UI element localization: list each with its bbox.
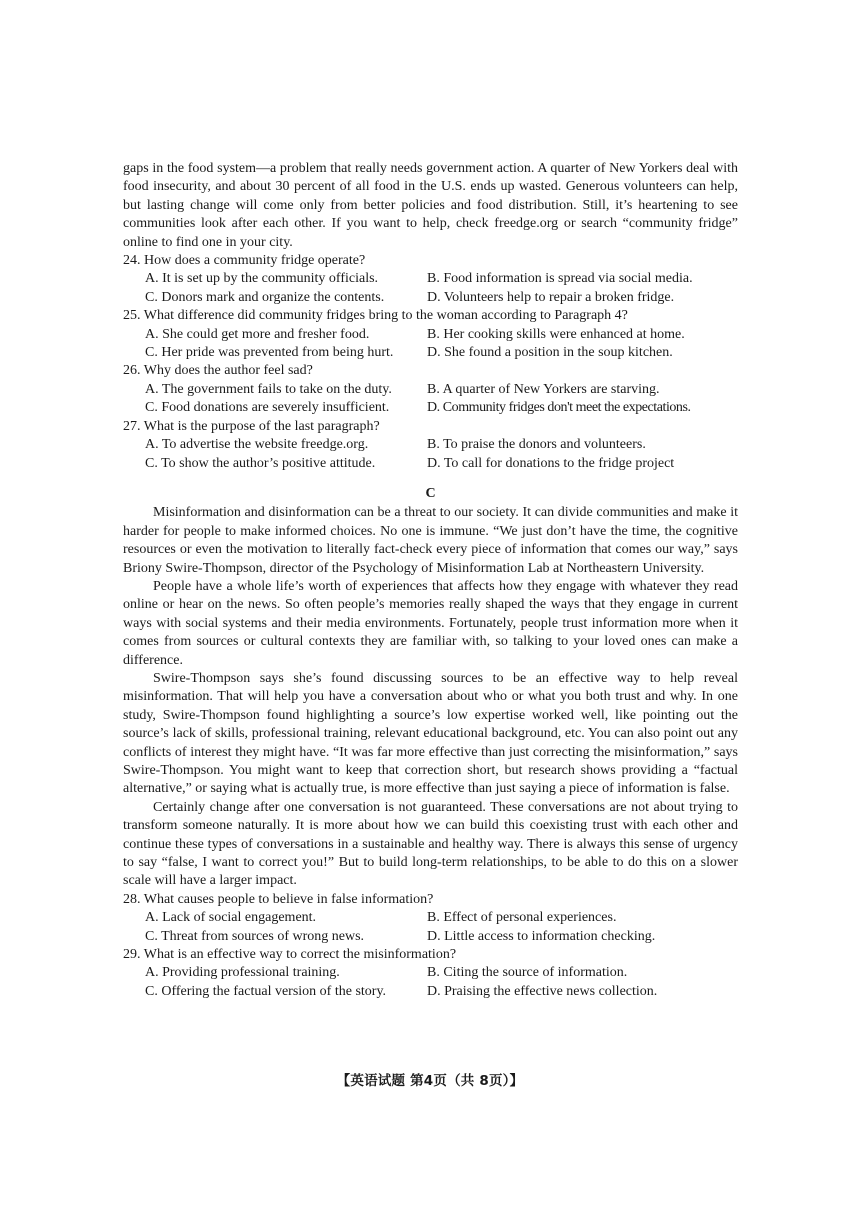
question-stem: 27. What is the purpose of the last paragraph?: [123, 418, 380, 434]
option-d: D. Little access to information checking.: [427, 928, 656, 944]
option-a: A. Providing professional training.: [145, 965, 340, 981]
question-26: [123, 362, 738, 417]
option-a: A. She could get more and fresher food.: [145, 326, 370, 342]
passage-b-final-paragraph: gaps in the food system—a problem that really needs government action. A quarter of New Yorkers deal with food insecurity, and about 30 percent of all food in the U.S. ends up wasted. Generous volunteers can help, but lasting change will come only from better policies and food distribution. Still, it’s heartening to see communities look after each other. If you want to help, check freedge.org or search “community fridge” online to find one in your city.: [123, 161, 738, 250]
option-c: C. To show the author’s positive attitude.: [145, 455, 376, 471]
question-stem: 26. Why does the author feel sad?: [123, 363, 313, 379]
question-28: [123, 891, 738, 946]
option-d: D. She found a position in the soup kitchen.: [427, 345, 673, 361]
option-b: B. A quarter of New Yorkers are starving.: [427, 381, 660, 397]
question-stem: 29. What is an effective way to correct the misinformation?: [123, 947, 457, 963]
option-c: C. Her pride was prevented from being hurt.: [145, 345, 394, 361]
section-c-heading: C: [425, 485, 436, 501]
option-b: B. Her cooking skills were enhanced at home.: [427, 326, 685, 342]
page-content: [123, 160, 738, 1001]
question-29: [123, 946, 738, 1001]
passage-c-paragraph-4: Certainly change after one conversation is not guaranteed. These conversations are not about trying to transform someone naturally. It is more about how we can build this coexisting trust with each other and continue these types of conversations in a sustainable and healthy way. There is always this sense of urgency to say “false, I want to correct you!” But to build long-term relationships, to be able to do this on a slower scale will have a larger impact.: [123, 799, 738, 889]
passage-c-paragraph-3: Swire-Thompson says she’s found discussing sources to be an effective way to help reveal misinformation. That will help you have a conversation about who or what you both trust and why. In one study, Swire-Thompson found highlighting a source’s low expertise worked well, like pointing out the source’s lack of skills, professional training, relevant educational background, etc. You can also point out any conflicts of interest they might have. “It was far more effective than just correcting the misinformation,” says Swire-Thompson. You might want to keep that correction short, but research shows providing a “factual alternative,” or saying what is actually true, is more effective than just saying a piece of information is false.: [123, 670, 738, 797]
option-d: D. Praising the effective news collection.: [427, 983, 658, 999]
question-stem: 28. What causes people to believe in false information?: [123, 891, 434, 907]
passage-c-paragraph-2: People have a whole life’s worth of experiences that affects how they engage with whatever they read online or hear on the news. So often people’s memories really shaped the ways that they engage in current ways with social systems and their media environments. Fortunately, people trust information more when it comes from sources or cultural contexts they are familiar with, so talking to your loved ones can make a difference.: [123, 578, 738, 668]
option-a: A. The government fails to take on the duty.: [145, 381, 392, 397]
option-b: B. Effect of personal experiences.: [427, 910, 617, 926]
option-c: C. Offering the factual version of the story.: [145, 983, 387, 999]
page-footer: 【英语试题 第4页（共 8页）】: [336, 1073, 524, 1089]
question-stem: 24. How does a community fridge operate?: [123, 253, 366, 269]
option-d: D. To call for donations to the fridge project: [427, 455, 675, 471]
option-c: C. Food donations are severely insufficient.: [145, 400, 390, 416]
option-c: C. Donors mark and organize the contents.: [145, 289, 385, 305]
option-a: A. Lack of social engagement.: [145, 910, 317, 926]
question-27: [123, 418, 738, 473]
option-c: C. Threat from sources of wrong news.: [145, 928, 365, 944]
option-d: D. Community fridges don't meet the expectations.: [427, 400, 691, 416]
option-a: A. To advertise the website freedge.org.: [145, 437, 369, 453]
question-25: [123, 307, 738, 362]
question-stem: 25. What difference did community fridges bring to the woman according to Paragraph 4?: [123, 308, 628, 324]
option-b: B. To praise the donors and volunteers.: [427, 437, 646, 453]
option-a: A. It is set up by the community officials.: [145, 271, 379, 287]
option-b: B. Citing the source of information.: [427, 965, 628, 981]
option-d: D. Volunteers help to repair a broken fridge.: [427, 289, 675, 305]
question-24: [123, 252, 738, 307]
passage-c-paragraph-1: Misinformation and disinformation can be a threat to our society. It can divide communities and make it harder for people to make informed choices. No one is immune. “We just don’t have the time, the cognitive resources or even the motivation to literally fact-check every piece of information that comes our way,” says Briony Swire-Thompson, director of the Psychology of Misinformation Lab at Northeastern University.: [123, 505, 738, 576]
option-b: B. Food information is spread via social media.: [427, 271, 693, 287]
